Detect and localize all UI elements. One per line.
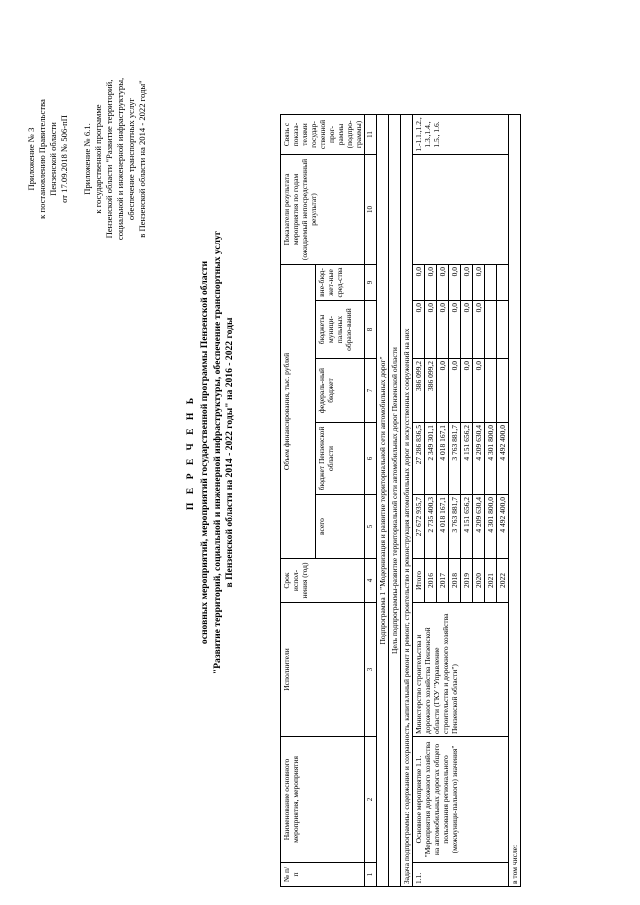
total-cell: 27 672 935,7: [413, 495, 425, 559]
blank-cell: [413, 2, 509, 114]
heading-title: П Е Р Е Ч Е Н Ь: [185, 394, 196, 511]
appendix-line: Приложение № 6.1.: [82, 123, 92, 195]
total-cell: 4 492 400,0: [497, 495, 509, 559]
total-cell: 4 209 630,4: [473, 495, 485, 559]
federal-cell: 0,0: [461, 359, 473, 423]
federal-cell: 0,0: [449, 359, 461, 423]
activities-table: [280, 2, 521, 887]
indicator-cell: [413, 154, 509, 264]
appendix-line: Приложение № 3: [26, 127, 36, 191]
municipal-cell: 0,0: [461, 301, 473, 359]
offbudget-cell: 0,0: [425, 264, 437, 300]
link-cell: 1.-1.1.,1.2., 1.3.,1.4., 1.5., 1.6.: [413, 114, 509, 154]
activity-executor: Министерство строительства и дорожного хозяйства Пензенской области (ГКУ "Управление строительства и дорожного хозяйства Пензенской области"): [413, 603, 509, 737]
blank-cell: [281, 2, 365, 114]
federal-cell: 386 099,2: [413, 359, 425, 423]
activity-number: 1.1.: [413, 863, 509, 887]
header-link: Связь с показа-телями государ-ственной прог-раммы (подпро-граммы): [281, 114, 365, 154]
year-cell: Итого: [413, 559, 425, 603]
appendix-line: Пензенской области "Развитие территорий,: [104, 79, 114, 239]
year-cell: 2021: [485, 559, 497, 603]
appendix-line: от 17.09.2018 № 506-пП: [59, 115, 69, 203]
year-cell: 2019: [461, 559, 473, 603]
regional-cell: 4 301 800,0: [485, 423, 497, 495]
blank-cell: [401, 2, 413, 114]
header-name: Наименование основного мероприятия, мероприятия: [281, 737, 365, 863]
table-row: [413, 2, 425, 886]
col-number: 3: [365, 603, 377, 737]
header-term: Срок испол-нения (год): [281, 559, 365, 603]
appendix-line: в Пензенской области на 2014 - 2022 годы": [137, 80, 147, 238]
municipal-cell: [485, 301, 497, 359]
municipal-cell: 0,0: [473, 301, 485, 359]
offbudget-cell: [497, 264, 509, 300]
offbudget-cell: 0,0: [437, 264, 449, 300]
blank-cell: [365, 2, 377, 114]
offbudget-cell: [485, 264, 497, 300]
task-text: Задача подпрограммы: содержание и сохранность, капитальный ремонт и ремонт, строительство и реконструкция автомобильных дорог и искусственных сооружений на них: [401, 114, 413, 886]
year-cell: 2016: [425, 559, 437, 603]
col-number: 4: [365, 559, 377, 603]
federal-cell: [485, 359, 497, 423]
offbudget-cell: 0,0: [473, 264, 485, 300]
regional-cell: 4 492 400,0: [497, 423, 509, 495]
regional-cell: 27 286 836,5: [413, 423, 425, 495]
document-heading: [185, 150, 237, 755]
goal-text: Цель подпрограммы-развитие территориальной сети автомобильных дорог Пензенской области: [389, 114, 401, 886]
total-cell: 3 763 881,7: [449, 495, 461, 559]
appendix-line: социальной и инженерной инфраструктуры,: [115, 77, 125, 241]
column-numbers-row: [365, 2, 377, 886]
heading-line: в Пензенской области на 2014 - 2022 годы" на 2016 - 2022 годы: [224, 317, 236, 588]
activity-name: Основное мероприятие 1.1. "Мероприятия дорожного хозяйства на автомобильных дорогах общего пользования регионального (межмуници-пального) значения": [413, 737, 509, 863]
header-offbudget: вне-бюд-жет-ные сред-ства: [316, 264, 365, 300]
appendix-line: к государственной программе: [93, 104, 103, 214]
municipal-cell: 0,0: [425, 301, 437, 359]
header-funding: Объем финансирования, тыс. рублей: [281, 264, 316, 558]
including-label: в том числе:: [509, 114, 521, 886]
col-number: 7: [365, 359, 377, 423]
task-row: [401, 2, 413, 886]
year-cell: 2020: [473, 559, 485, 603]
subprogram-title: Подпрограмма 1 "Модернизация и развитие территориальной сети автомобильных дорог": [377, 114, 389, 886]
goal-row: [389, 2, 401, 886]
federal-cell: 0,0: [473, 359, 485, 423]
header-executor: Исполнители: [281, 603, 365, 737]
blank-cell: [377, 2, 389, 114]
regional-cell: 4 209 630,4: [473, 423, 485, 495]
subprogram-row: [377, 2, 389, 886]
year-cell: 2022: [497, 559, 509, 603]
header-indicators: Показатели результата мероприятия по годам (ожидаемый непосредственный результат): [281, 154, 365, 264]
regional-cell: 2 349 301,1: [425, 423, 437, 495]
regional-cell: 3 763 881,7: [449, 423, 461, 495]
total-cell: 4 301 800,0: [485, 495, 497, 559]
col-number: 1: [365, 863, 377, 887]
header-municipal: бюджеты муници-пальных образо-ваний: [316, 301, 365, 359]
heading-line: "Развитие территорий, социальной и инженерной инфраструктуры, обеспечение транспортных услуг: [211, 230, 223, 675]
year-cell: 2017: [437, 559, 449, 603]
blank-cell: [509, 2, 521, 114]
total-cell: 4 151 656,2: [461, 495, 473, 559]
municipal-cell: 0,0: [413, 301, 425, 359]
appendix-line: к постановлению Правительства: [37, 99, 47, 219]
year-cell: 2018: [449, 559, 461, 603]
regional-cell: 4 018 167,1: [437, 423, 449, 495]
offbudget-cell: 0,0: [413, 264, 425, 300]
header-no: № п/п: [281, 863, 365, 887]
municipal-cell: 0,0: [437, 301, 449, 359]
header-row: [281, 2, 316, 886]
header-total: всего: [316, 495, 365, 559]
blank-cell: [389, 2, 401, 114]
including-row: [509, 2, 521, 886]
col-number: 2: [365, 737, 377, 863]
regional-cell: 4 151 656,2: [461, 423, 473, 495]
municipal-cell: 0,0: [449, 301, 461, 359]
col-number: 11: [365, 114, 377, 154]
offbudget-cell: 0,0: [461, 264, 473, 300]
heading-line: основных мероприятий, мероприятий государственной программы Пензенской области: [199, 260, 211, 645]
total-cell: 4 018 167,1: [437, 495, 449, 559]
federal-cell: 0,0: [437, 359, 449, 423]
col-number: 9: [365, 264, 377, 300]
offbudget-cell: 0,0: [449, 264, 461, 300]
appendix-line: обеспечение транспортных услуг: [126, 97, 136, 221]
total-cell: 2 735 400,3: [425, 495, 437, 559]
col-number: 8: [365, 301, 377, 359]
federal-cell: [497, 359, 509, 423]
federal-cell: 386 099,2: [425, 359, 437, 423]
appendix-block: [26, 54, 148, 264]
municipal-cell: [497, 301, 509, 359]
col-number: 6: [365, 423, 377, 495]
header-federal: федераль-ный бюджет: [316, 359, 365, 423]
appendix-line: Пензенской области: [48, 122, 58, 196]
col-number: 5: [365, 495, 377, 559]
col-number: 10: [365, 154, 377, 264]
header-regional: бюджет Пензенской области: [316, 423, 365, 495]
